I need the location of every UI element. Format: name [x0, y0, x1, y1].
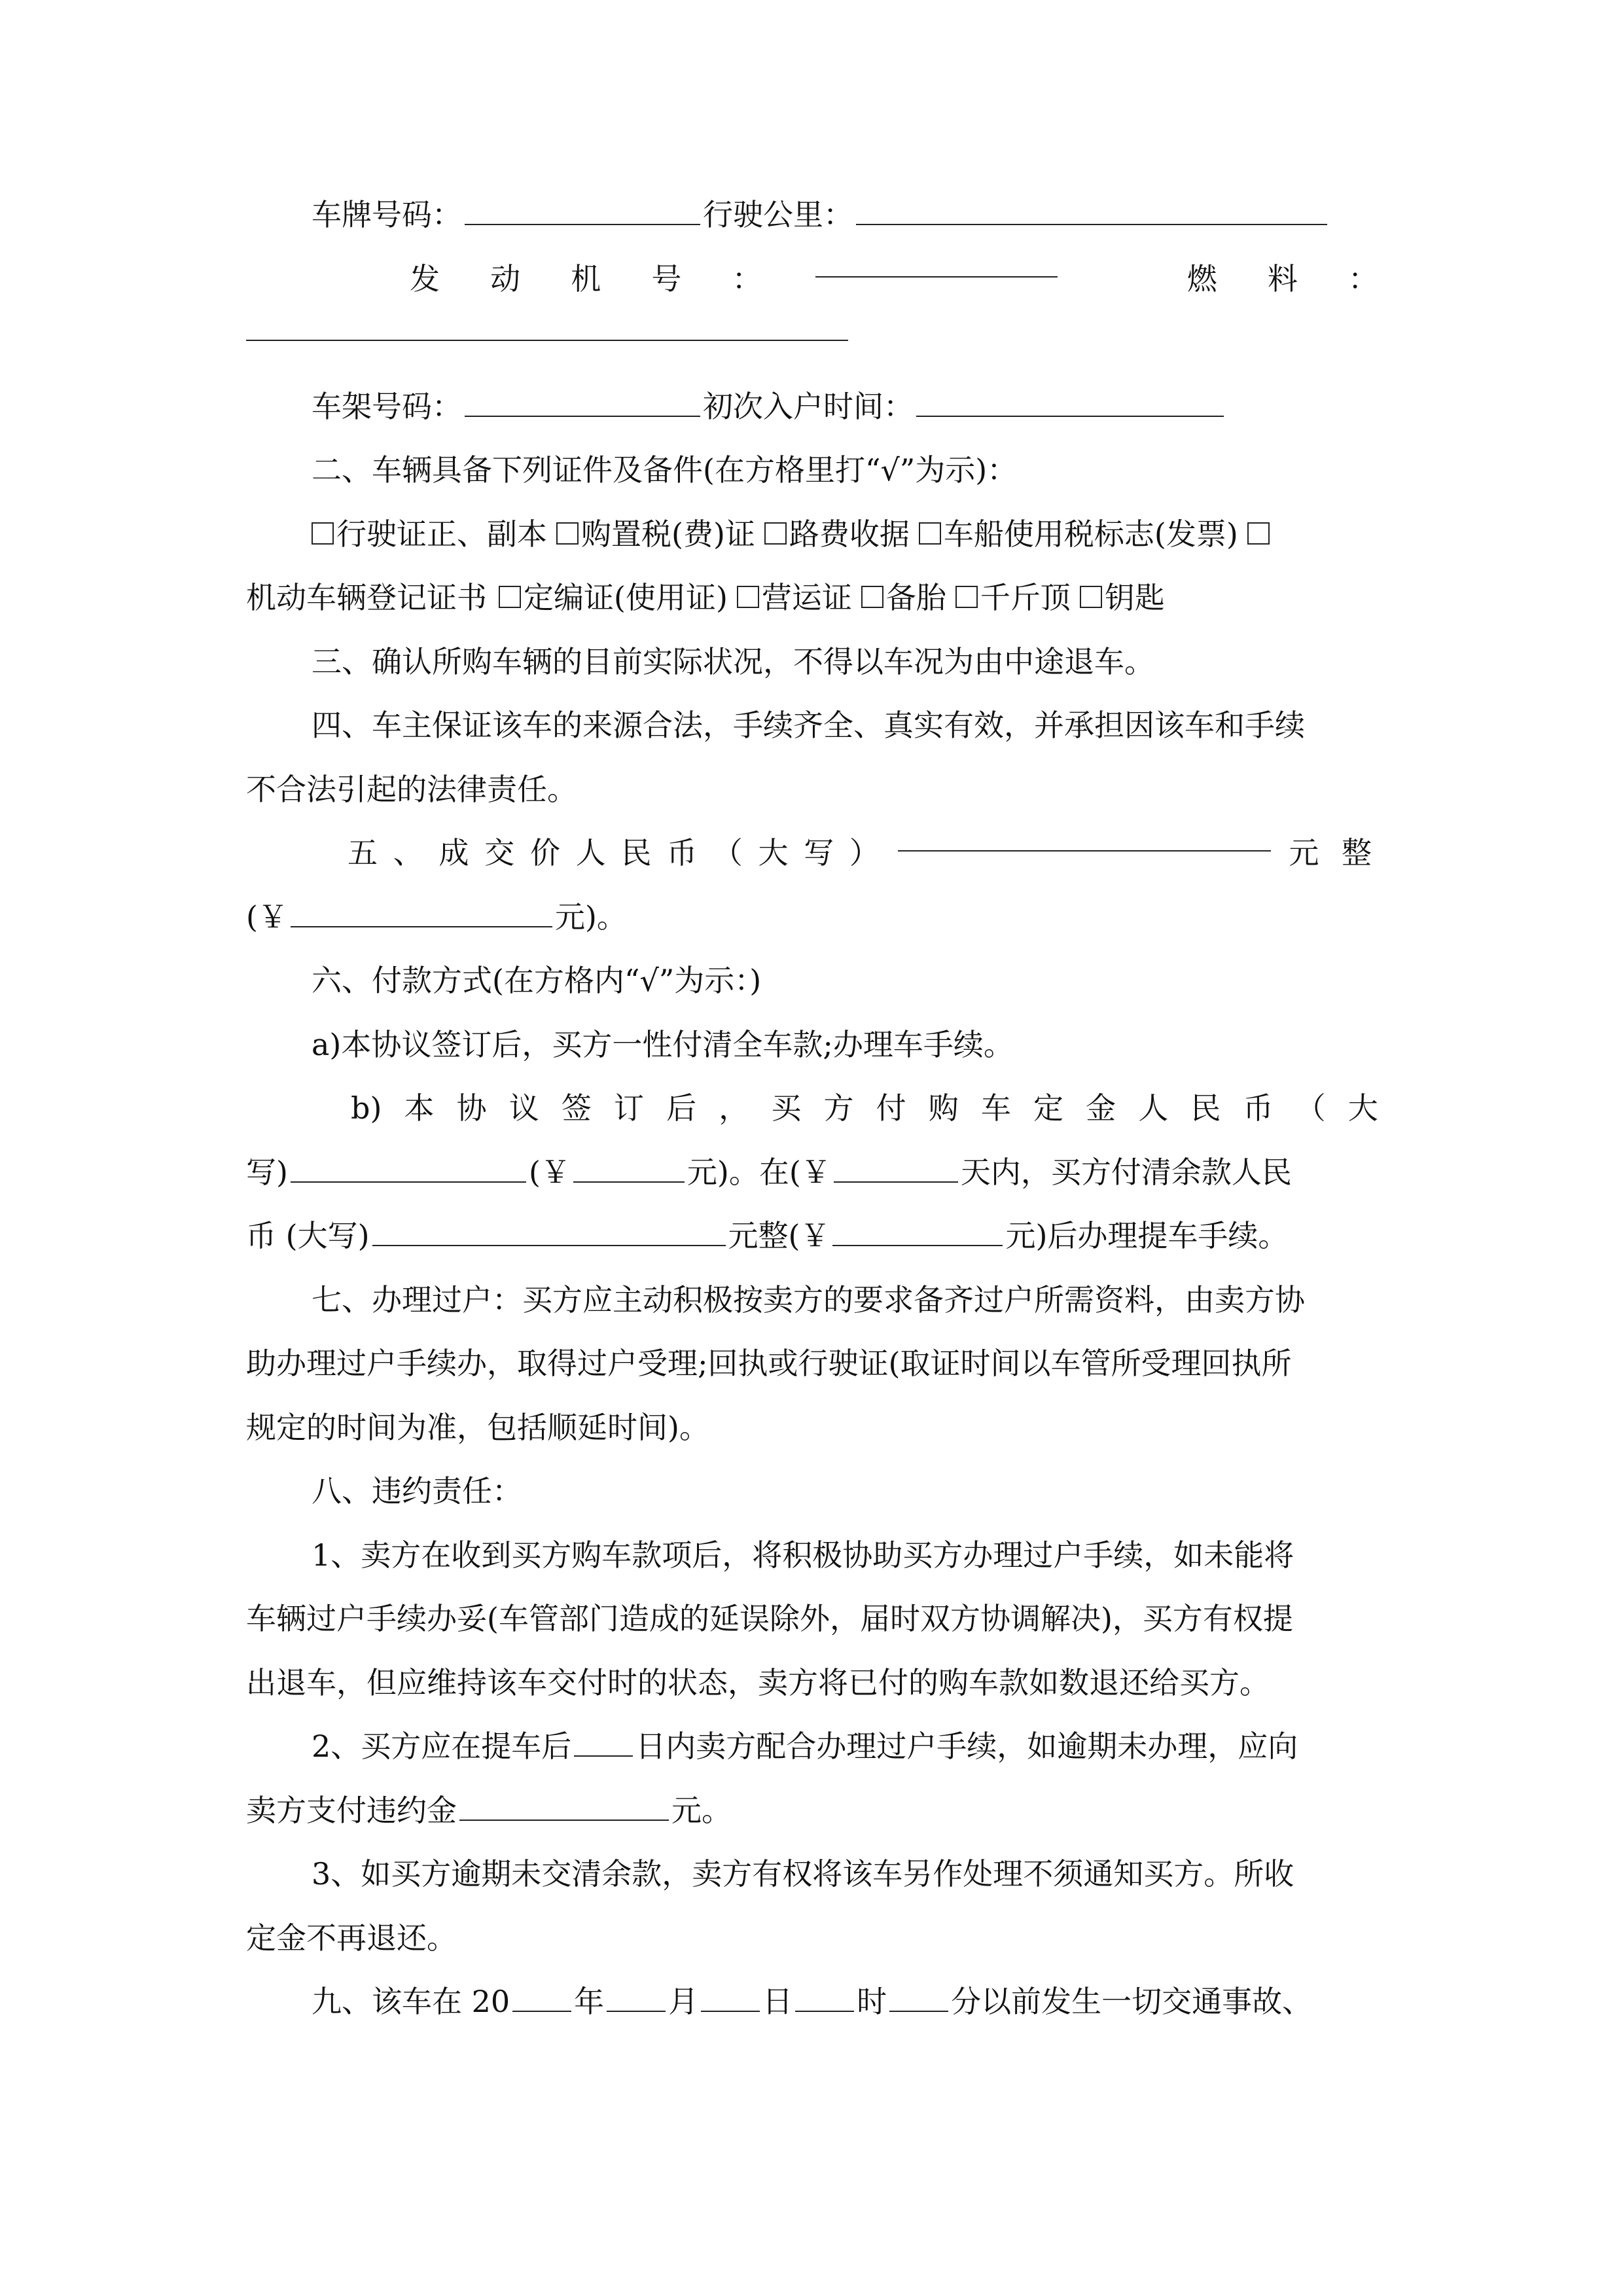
sec6b-char-7: ， [719, 1090, 749, 1126]
sec6b3-post: 元)后办理提车手续。 [1005, 1218, 1289, 1253]
checkbox-purchase-tax[interactable] [556, 522, 579, 545]
doc-operation-cert: 营运证 [761, 580, 852, 615]
balance-words-blank[interactable] [372, 1216, 726, 1246]
vin-blank[interactable] [465, 387, 700, 417]
doc-registration: 机动车辆登记证书 [246, 580, 487, 615]
section-5-line-1 [246, 821, 1378, 886]
year-blank[interactable] [512, 1982, 571, 2012]
sec9-year: 年 [574, 1984, 605, 2019]
section-6-b-line-2 [246, 1141, 1378, 1205]
checkbox-vehicle-tax[interactable] [919, 522, 941, 545]
first-reg-blank[interactable] [916, 387, 1224, 417]
sec5-yuan: 元 整 [1289, 835, 1378, 870]
section-8-2-line-2 [246, 1779, 1378, 1843]
days-blank[interactable] [834, 1153, 958, 1183]
sec6b-char-13: 定 [1033, 1090, 1064, 1126]
penalty-blank[interactable] [459, 1791, 669, 1821]
vin-reg-row [246, 375, 1378, 439]
doc-vehicle-tax: 车船使用税标志(发票) [943, 516, 1238, 552]
sec6b-char-11: 购 [928, 1090, 959, 1126]
doc-seating-cert: 定编证(使用证) [524, 580, 728, 615]
sec5-char-7: 币 [667, 835, 698, 870]
sec6b-char-18: （ [1295, 1090, 1326, 1126]
day-blank[interactable] [701, 1982, 760, 2012]
section-7-line-3: 规定的时间为准，包括顺延时间)。 [246, 1409, 709, 1445]
section-6-b-line-3 [246, 1204, 1378, 1268]
section-7-line-2: 助办理过户手续办，取得过户受理;回执或行驶证(取证时间以车管所受理回执所 [246, 1346, 1292, 1381]
sec6b-char-12: 车 [980, 1090, 1011, 1126]
section-8-1-line-2: 车辆过户手续办妥(车管部门造成的延误除外，届时双方协调解决)，买方有权提 [246, 1601, 1293, 1636]
sec6b-char-19: 大 [1347, 1090, 1378, 1126]
sec6b2-post: 天内，买方付清余款人民 [960, 1154, 1292, 1190]
sec6b-char-0: b) [351, 1090, 382, 1126]
sec5-char-3: 交 [484, 835, 515, 870]
docs-line-1 [246, 503, 1378, 567]
sec8-2a-post: 日内卖方配合办理过户手续，如逾期未办理，应向 [635, 1729, 1298, 1764]
sec6b-char-9: 方 [823, 1090, 854, 1126]
vin-label: 车架号码： [312, 388, 462, 424]
sec5-char-1: 、 [393, 835, 423, 870]
sec6b-char-17: 币 [1243, 1090, 1274, 1126]
sec5-char-11: ） [849, 835, 880, 870]
doc-spare-tire: 备胎 [885, 580, 946, 615]
section-8: 八、违约责任： [312, 1473, 522, 1509]
sec6b3-mid: 元整(￥ [728, 1218, 830, 1253]
sec6b-char-10: 付 [876, 1090, 906, 1126]
doc-driving-license: 行驶证正、副本 [336, 516, 547, 552]
section-7-line-1: 七、办理过户：买方应主动积极按卖方的要求备齐过户所需资料，由卖方协 [312, 1282, 1305, 1318]
sec8-2b-pre: 卖方支付违约金 [246, 1792, 457, 1828]
section-8-2-line-1 [246, 1715, 1378, 1779]
sec6b-char-15: 人 [1138, 1090, 1169, 1126]
first-reg-label: 初次入户时间： [703, 388, 914, 424]
sec9-post: 分以前发生一切交通事故、 [951, 1984, 1313, 2019]
sec6b-char-1: 本 [404, 1090, 435, 1126]
transfer-days-blank[interactable] [574, 1727, 633, 1757]
mileage-label: 行驶公里： [703, 197, 853, 232]
sec6b-char-4: 签 [561, 1090, 592, 1126]
sec6b-char-16: 民 [1190, 1090, 1221, 1126]
minute-blank[interactable] [889, 1982, 948, 2012]
plate-mileage-row [246, 183, 1378, 247]
sec5-b-post: 元)。 [554, 899, 627, 935]
sec6b-char-5: 订 [614, 1090, 645, 1126]
checkbox-registration[interactable] [1247, 522, 1270, 545]
sec6b3-pre: 币 (大写) [246, 1218, 370, 1253]
doc-purchase-tax: 购置税(费)证 [581, 516, 755, 552]
doc-keys: 钥匙 [1104, 580, 1165, 615]
docs-line-2 [246, 566, 1378, 630]
checkbox-driving-license[interactable] [312, 522, 334, 545]
sec5-char-8: （ [712, 835, 743, 870]
engine-fuel-row [246, 247, 1378, 312]
plate-label: 车牌号码： [312, 197, 462, 232]
checkbox-spare-tire[interactable] [861, 586, 883, 608]
section-9-line-1 [246, 1970, 1378, 2034]
engine-char-0: 发 [410, 260, 440, 296]
checkbox-jack[interactable] [955, 586, 978, 608]
sec9-month: 月 [668, 1984, 699, 2019]
doc-jack: 千斤顶 [980, 580, 1071, 615]
sec5-char-2: 成 [438, 835, 469, 870]
section-5-line-2 [246, 886, 1378, 950]
engine-char-1: 动 [490, 260, 521, 296]
section-6-b-line-1 [246, 1077, 1378, 1141]
section-4-line-2: 不合法引起的法律责任。 [246, 771, 577, 807]
sec6b-char-2: 协 [456, 1090, 487, 1126]
checkbox-keys[interactable] [1080, 586, 1102, 608]
engine-blank[interactable] [815, 247, 1058, 278]
section-6-a: a)本协议签订后，买方一性付清全车款;办理车手续。 [312, 1026, 1014, 1062]
checkbox-seating-cert[interactable] [499, 586, 521, 608]
engine-char-4: ： [732, 260, 762, 296]
section-2: 二、车辆具备下列证件及备件(在方格里打“√”为示)： [312, 452, 1018, 488]
sec8-2a-pre: 2、买方应在提车后 [312, 1729, 572, 1764]
sec6b2-pre: 写) [246, 1154, 288, 1190]
engine-char-2: 机 [571, 260, 601, 296]
section-3: 三、确认所购车辆的目前实际状况，不得以车况为由中途退车。 [312, 643, 1154, 679]
sec8-2b-post: 元。 [671, 1792, 732, 1828]
mileage-blank[interactable] [856, 195, 1327, 225]
contract-page [246, 183, 1378, 2034]
section-8-3-line-1: 3、如买方逾期未交清余款，卖方有权将该车另作处理不须通知买方。所收 [312, 1856, 1294, 1892]
sec9-hour: 时 [857, 1984, 887, 2019]
sec5-char-5: 人 [575, 835, 606, 870]
section-8-3-line-2: 定金不再退还。 [246, 1920, 457, 1956]
sec6b2-mid1: (￥ [528, 1154, 571, 1190]
section-8-1-line-3: 出退车，但应维持该车交付时的状态，卖方将已付的购车款如数退还给买方。 [246, 1664, 1270, 1700]
balance-number-blank[interactable] [832, 1216, 1003, 1246]
section-6: 六、付款方式(在方格内“√”为示：) [312, 963, 762, 998]
deposit-words-blank[interactable] [291, 1153, 526, 1183]
deposit-number-blank[interactable] [573, 1153, 685, 1183]
sec5-char-9: 大 [758, 835, 789, 870]
sec6b-char-14: 金 [1086, 1090, 1116, 1126]
sec9-pre: 九、该车在 20 [312, 1984, 510, 2019]
price-number-blank[interactable] [291, 897, 552, 927]
sec5-char-4: 价 [529, 835, 560, 870]
sec5-char-10: 写 [804, 835, 834, 870]
sec6b-char-3: 议 [508, 1090, 539, 1126]
checkbox-toll-receipt[interactable] [764, 522, 787, 545]
sec5-char-6: 民 [621, 835, 652, 870]
engine-char-3: 号 [651, 260, 682, 296]
sec6b2-mid2: 元)。在(￥ [687, 1154, 831, 1190]
plate-blank[interactable] [465, 195, 700, 225]
hour-blank[interactable] [795, 1982, 854, 2012]
sec9-day: 日 [762, 1984, 793, 2019]
doc-toll-receipt: 路费收据 [789, 516, 910, 552]
month-blank[interactable] [607, 1982, 666, 2012]
fuel-char-0: 燃 [1186, 260, 1217, 296]
sec5-char-0: 五 [348, 835, 378, 870]
sec6b-char-8: 买 [771, 1090, 802, 1126]
fuel-char-2: ： [1347, 260, 1378, 296]
fuel-char-1: 料 [1267, 260, 1298, 296]
fuel-blank[interactable] [246, 311, 848, 341]
price-words-blank[interactable] [898, 821, 1271, 852]
section-4-line-1: 四、车主保证该车的来源合法，手续齐全、真实有效，并承担因该车和手续 [312, 708, 1305, 743]
sec5-b-pre: (￥ [246, 899, 288, 935]
fuel-blank-row [246, 311, 1378, 375]
section-8-1-line-1: 1、卖方在收到买方购车款项后，将积极协助买方办理过户手续，如未能将 [312, 1537, 1294, 1573]
checkbox-operation-cert[interactable] [737, 586, 759, 608]
sec6b-char-6: 后 [666, 1090, 697, 1126]
